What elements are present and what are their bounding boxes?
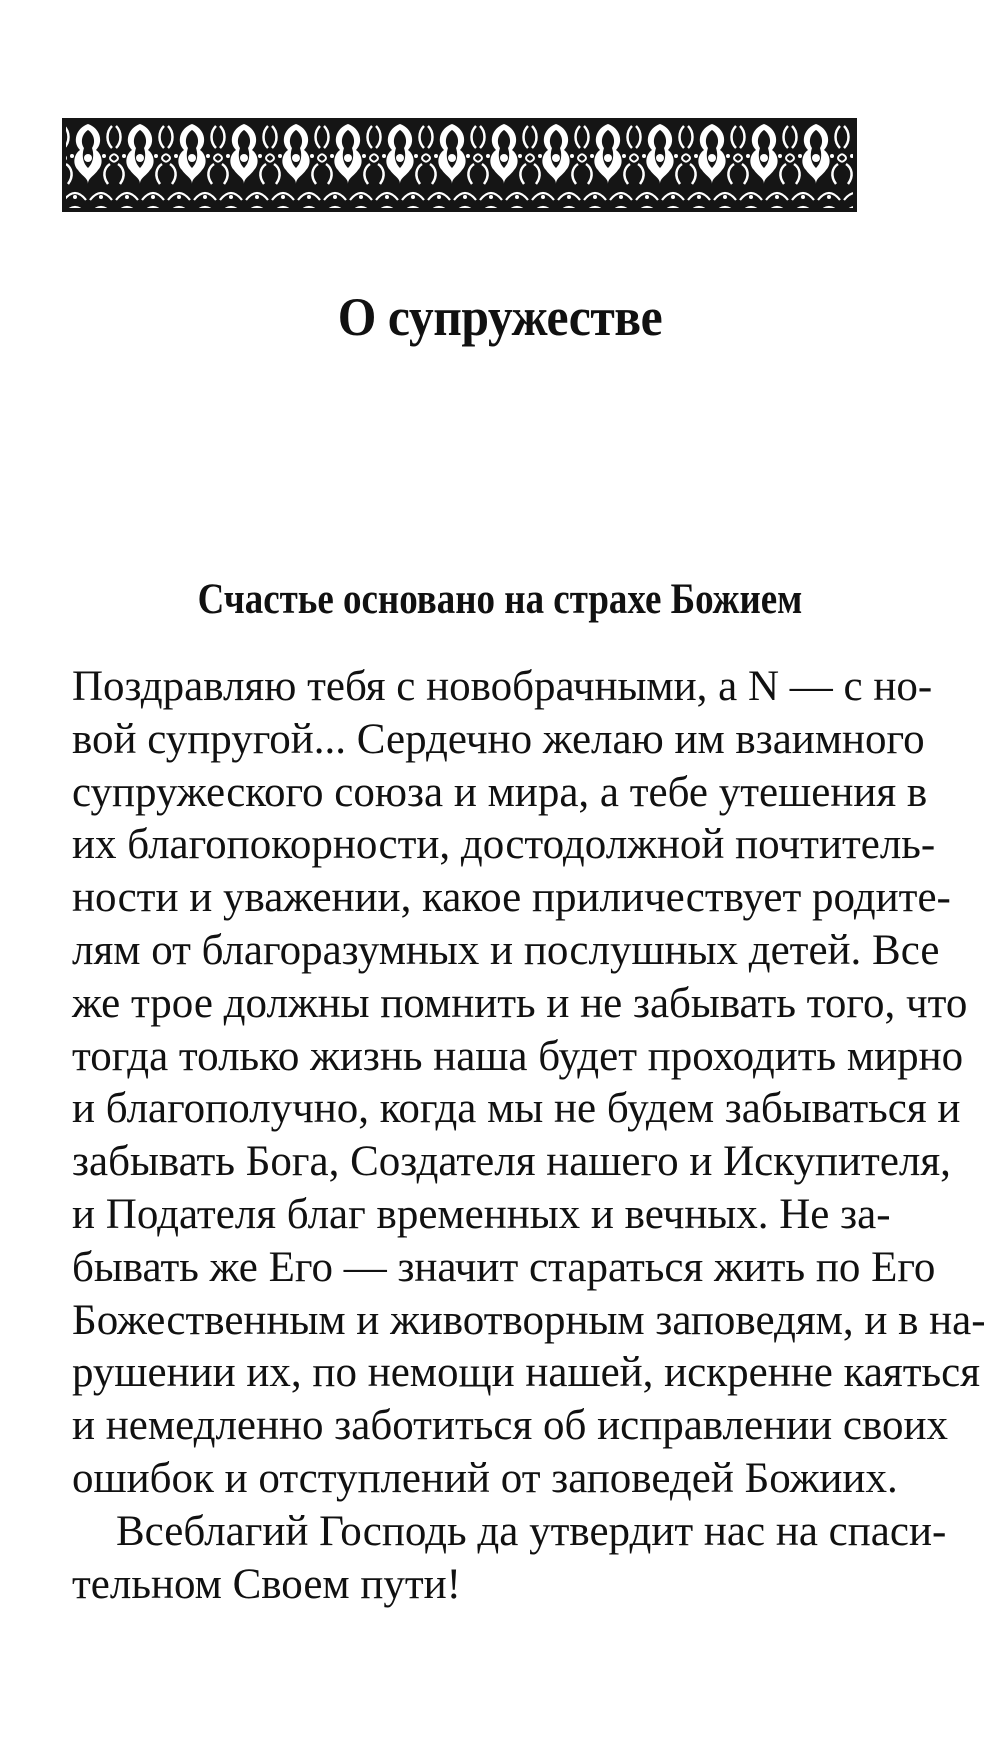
text-line: и Подателя благ временных и вечных. Не за- — [72, 1190, 891, 1238]
text-line: же трое должны помнить и не забывать того, что — [72, 979, 968, 1027]
text-line: их благопокорности, достодолжной почтитель- — [72, 821, 936, 869]
text-line: и благополучно, когда мы не будем забываться и — [72, 1085, 961, 1133]
text-line: ности и уважении, какое приличествует родите- — [72, 874, 951, 922]
text-line: супружеского союза и мира, а тебе утешения в — [72, 768, 928, 816]
chapter-title: О супружестве — [337, 287, 663, 347]
text-line: лям от благоразумных и послушных детей. Все — [72, 926, 940, 974]
text-line: Всеблагий Господь да утвердит нас на спаси- — [116, 1507, 947, 1555]
text-line: вой супругой... Сердечно желаю им взаимного — [72, 715, 925, 763]
text-line: бывать же Его — значит стараться жить по Его — [72, 1243, 936, 1291]
text-line: ошибок и отступлений от заповедей Божиих. — [72, 1454, 898, 1502]
text-line: тельном Своем пути! — [72, 1560, 461, 1608]
decorative-ornament-band — [62, 118, 857, 212]
section-title: Счастье основано на страхе Божием — [197, 576, 803, 623]
text-line: рушении их, по немощи нашей, искренне каяться — [72, 1349, 980, 1397]
text-line: и немедленно заботиться об исправлении своих — [72, 1402, 948, 1450]
text-line: Поздравляю тебя с новобрачными, а N — с но- — [72, 663, 933, 710]
body-text — [72, 661, 986, 1611]
text-line: забывать Бога, Создателя нашего и Искупителя, — [72, 1138, 951, 1186]
text-line: тогда только жизнь наша будет проходить мирно — [72, 1032, 964, 1080]
text-line: Божественным и животворным заповедям, и в на- — [72, 1296, 986, 1344]
